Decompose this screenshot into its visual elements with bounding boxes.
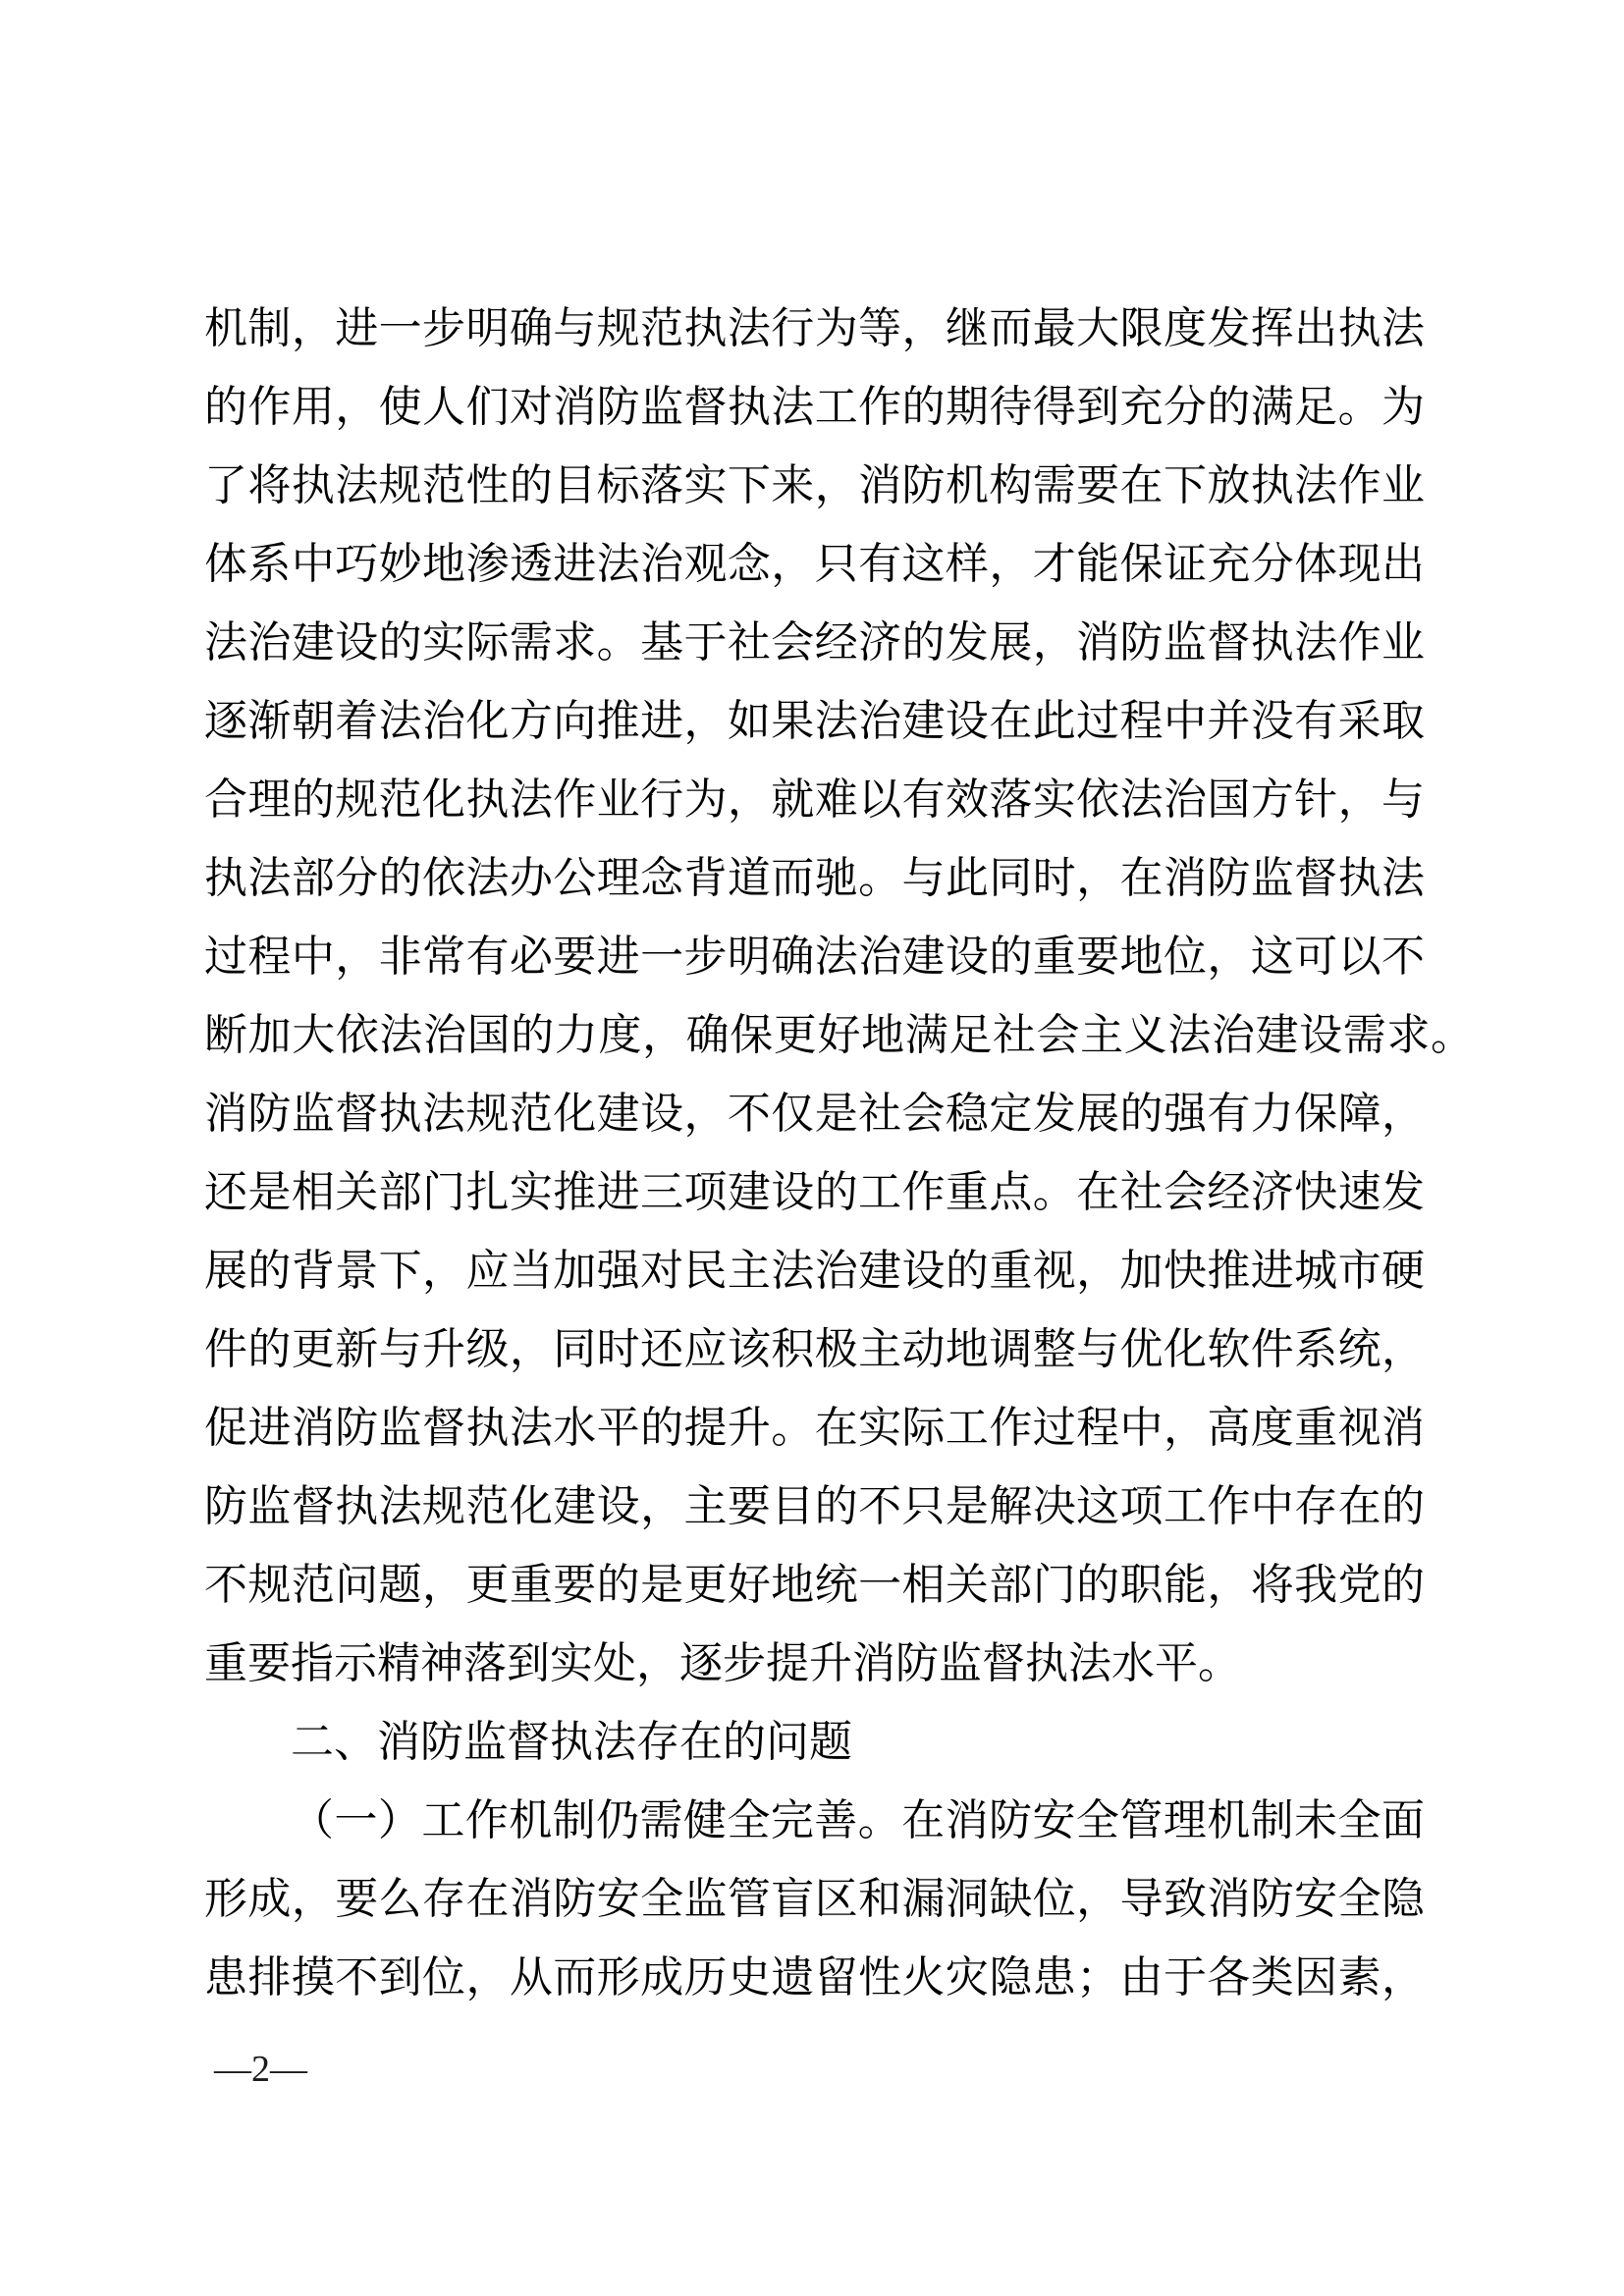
text-line: 机制，进一步明确与规范执法行为等，继而最大限度发挥出执法 [204, 304, 1425, 352]
text-line: 患排摸不到位，从而形成历史遗留性火灾隐患；由于各类因素， [204, 1953, 1425, 2002]
document-body [204, 290, 1474, 2017]
text-line: 过程中，非常有必要进一步明确法治建设的重要地位，这可以不 [204, 933, 1425, 981]
text-line: 防监督执法规范化建设，主要目的不只是解决这项工作中存在的 [204, 1482, 1425, 1530]
text-line: 了将执法规范性的目标落实下来，消防机构需要在下放执法作业 [204, 461, 1425, 509]
text-line: 不规范问题，更重要的是更好地统一相关部门的职能，将我党的 [204, 1561, 1425, 1609]
text-line: 执法部分的依法办公理念背道而驰。与此同时，在消防监督执法 [204, 854, 1425, 902]
text-line: 逐渐朝着法治化方向推进，如果法治建设在此过程中并没有采取 [204, 697, 1425, 745]
text-line: 合理的规范化执法作业行为，就难以有效落实依法治国方针，与 [204, 775, 1425, 824]
text-line: 的作用，使人们对消防监督执法工作的期待得到充分的满足。为 [204, 383, 1425, 431]
page-number: —2— [214, 2049, 307, 2090]
text-line: 件的更新与升级，同时还应该积极主动地调整与优化软件系统， [204, 1325, 1425, 1373]
section-heading: 二、消防监督执法存在的问题 [291, 1718, 852, 1766]
text-line: 重要指示精神落到实处，逐步提升消防监督执法水平。 [204, 1639, 1241, 1687]
paragraph-first-line: （一）工作机制仍需健全完善。在消防安全管理机制未全面 [291, 1796, 1425, 1844]
text-line: 断加大依法治国的力度，确保更好地满足社会主义法治建设需求。 [204, 1011, 1474, 1059]
text-line: 展的背景下，应当加强对民主法治建设的重视，加快推进城市硬 [204, 1247, 1425, 1295]
text-line: 还是相关部门扎实推进三项建设的工作重点。在社会经济快速发 [204, 1168, 1425, 1216]
text-line: 促进消防监督执法水平的提升。在实际工作过程中，高度重视消 [204, 1404, 1425, 1452]
text-line: 形成，要么存在消防安全监管盲区和漏洞缺位，导致消防安全隐 [204, 1875, 1425, 1923]
text-line: 消防监督执法规范化建设，不仅是社会稳定发展的强有力保障， [204, 1090, 1425, 1138]
text-line: 法治建设的实际需求。基于社会经济的发展，消防监督执法作业 [204, 618, 1425, 667]
text-line: 体系中巧妙地渗透进法治观念，只有这样，才能保证充分体现出 [204, 540, 1425, 588]
